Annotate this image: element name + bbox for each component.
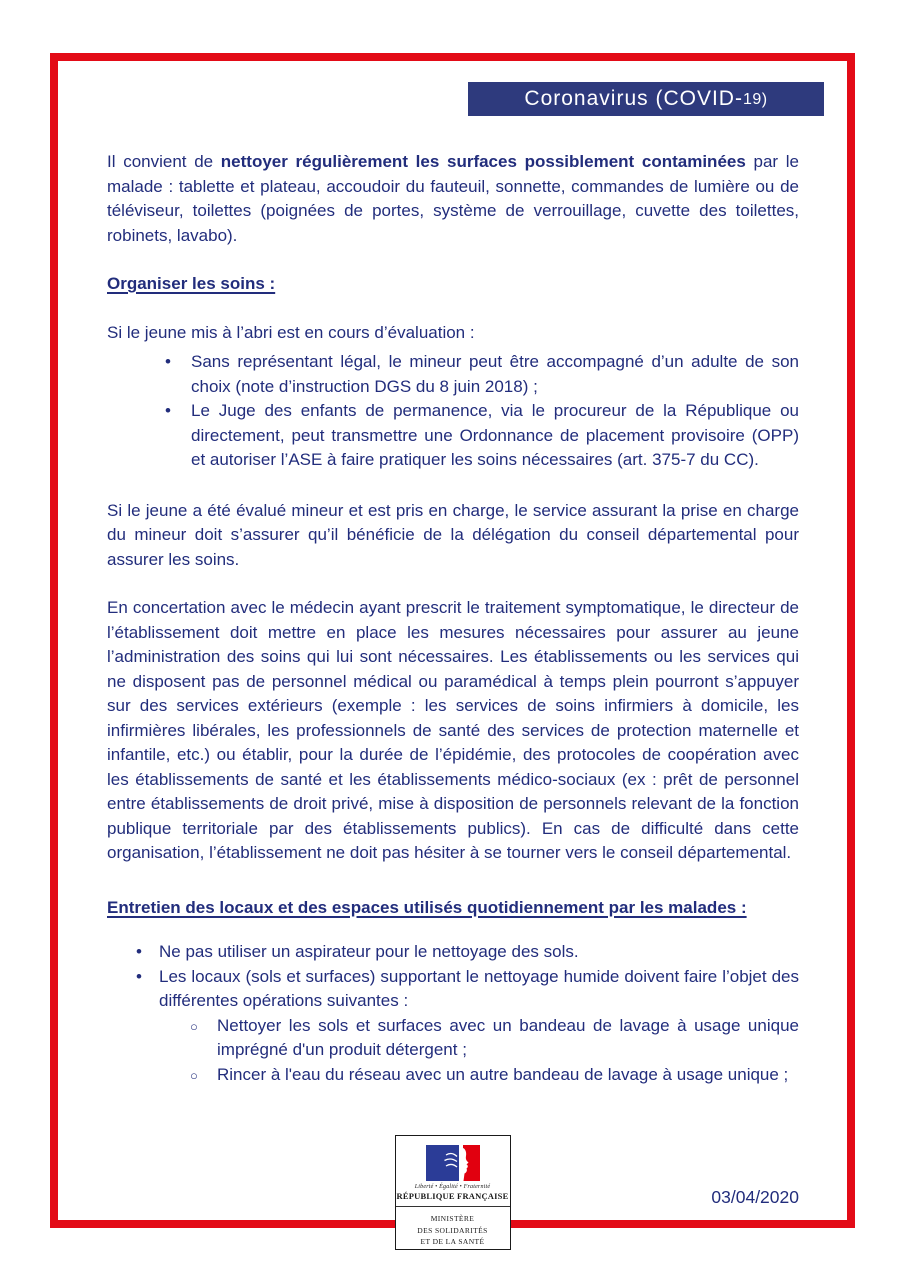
- logo-divider: [396, 1206, 510, 1207]
- logo-motto: Liberté • Égalité • Fraternité: [414, 1184, 491, 1190]
- republique-francaise-flag-icon: [426, 1145, 480, 1181]
- intro-suffix: par le malade : tablette et plateau, accoudoir du fauteuil, sonnette, commandes de lumière ou de téléviseur, toilettes (poignées de portes, système de verrouillage, cuvette des toilettes, robinets, lavabo).: [107, 152, 799, 245]
- list-item-text: Sans représentant légal, le mineur peut être accompagné d’un adulte de son choix (note d’instruction DGS du 8 juin 2018) ;: [191, 352, 799, 396]
- sub-list-item-text: Rincer à l'eau du réseau avec un autre bandeau de lavage à usage unique ;: [217, 1064, 789, 1084]
- sub-list-item-text: Nettoyer les sols et surfaces avec un bandeau de lavage à usage unique imprégné d'un produit détergent ;: [217, 1015, 799, 1059]
- logo-republic-name: RÉPUBLIQUE FRANÇAISE: [396, 1191, 509, 1201]
- ministry-logo: [395, 1135, 511, 1250]
- heading-organiser-les-soins: Organiser les soins :: [107, 274, 276, 293]
- list-item-text: Ne pas utiliser un aspirateur pour le nettoyage des sols.: [159, 942, 579, 961]
- list-item-text: Le Juge des enfants de permanence, via le procureur de la République ou directement, peut transmettre une Ordonnance de placement provisoire (OPP) et autoriser l’ASE à faire pratiquer les soins nécessaires (art. 375-7 du CC).: [191, 401, 799, 469]
- intro-bold-text: nettoyer régulièrement les surfaces possiblement contaminées: [220, 152, 746, 171]
- document-body: [107, 150, 799, 1087]
- ministry-line: MINISTÈRE: [430, 1214, 475, 1223]
- list-item: [107, 399, 799, 473]
- sub-list-item: [159, 1063, 799, 1088]
- badge-title-small: 19): [742, 91, 768, 108]
- badge-title: Coronavirus (COVID-: [524, 87, 743, 110]
- lead-evaluation: Si le jeune mis à l’abri est en cours d’évaluation :: [107, 322, 475, 342]
- logo-ministry-name: [396, 1213, 510, 1248]
- entretien-bullet-list: [107, 940, 799, 1087]
- entretien-sub-list: [159, 1014, 799, 1088]
- heading-entretien-locaux: Entretien des locaux et des espaces utilisés quotidiennement par les malades :: [107, 897, 747, 917]
- sub-list-item: [159, 1014, 799, 1063]
- bullet-icon: •: [136, 966, 142, 986]
- circle-bullet-icon: ○: [190, 1018, 198, 1034]
- header-badge: [468, 82, 824, 116]
- ministry-line: DES SOLIDARITÉS: [417, 1225, 488, 1235]
- bullet-icon: •: [136, 942, 142, 961]
- soins-bullet-list: [107, 350, 799, 473]
- paragraph-prise-en-charge: Si le jeune a été évalué mineur et est pris en charge, le service assurant la prise en charge du mineur doit s’assurer qu’il bénéficie de la délégation du conseil départemental pour assurer les soins.: [107, 500, 799, 569]
- list-item: [107, 350, 799, 399]
- list-item: [107, 965, 799, 1088]
- intro-paragraph: [107, 150, 799, 248]
- list-item: [107, 940, 799, 965]
- footer-date: 03/04/2020: [711, 1187, 799, 1207]
- ministry-line: ET DE LA SANTÉ: [420, 1237, 485, 1247]
- bullet-icon: •: [165, 401, 171, 420]
- circle-bullet-icon: ○: [190, 1067, 198, 1083]
- red-border-frame: [50, 53, 855, 1247]
- bullet-icon: •: [165, 352, 171, 371]
- paragraph-concertation: En concertation avec le médecin ayant prescrit le traitement symptomatique, le directeur de l’établissement doit mettre en place les mesures nécessaires pour assurer au jeune l’administration des soins qui lui sont nécessaires. Les établissements ou les services qui ne disposent pas de personnel médical ou paramédical à temps plein pourront s’appuyer sur des services extérieurs (exemple : les services de soins infirmiers à domicile, les infirmières libérales, les professionnels de santé des services de protection maternelle et infantile, etc.) ou établir, pour la durée de l’épidémie, des protocoles de coopération avec les établissements de santé et les établissements médico-sociaux (ex : prêt de personnel entre établissements de droit privé, mise à disposition de personnels relevant de la fonction publique territoriale par des établissements publics). En cas de difficulté dans cette organisation, l’établissement ne doit pas hésiter à se tourner vers le conseil départemental.: [107, 598, 799, 862]
- list-item-text: Les locaux (sols et surfaces) supportant le nettoyage humide doivent faire l’objet des différentes opérations suivantes :: [159, 966, 799, 1010]
- intro-prefix: Il convient de: [107, 152, 221, 171]
